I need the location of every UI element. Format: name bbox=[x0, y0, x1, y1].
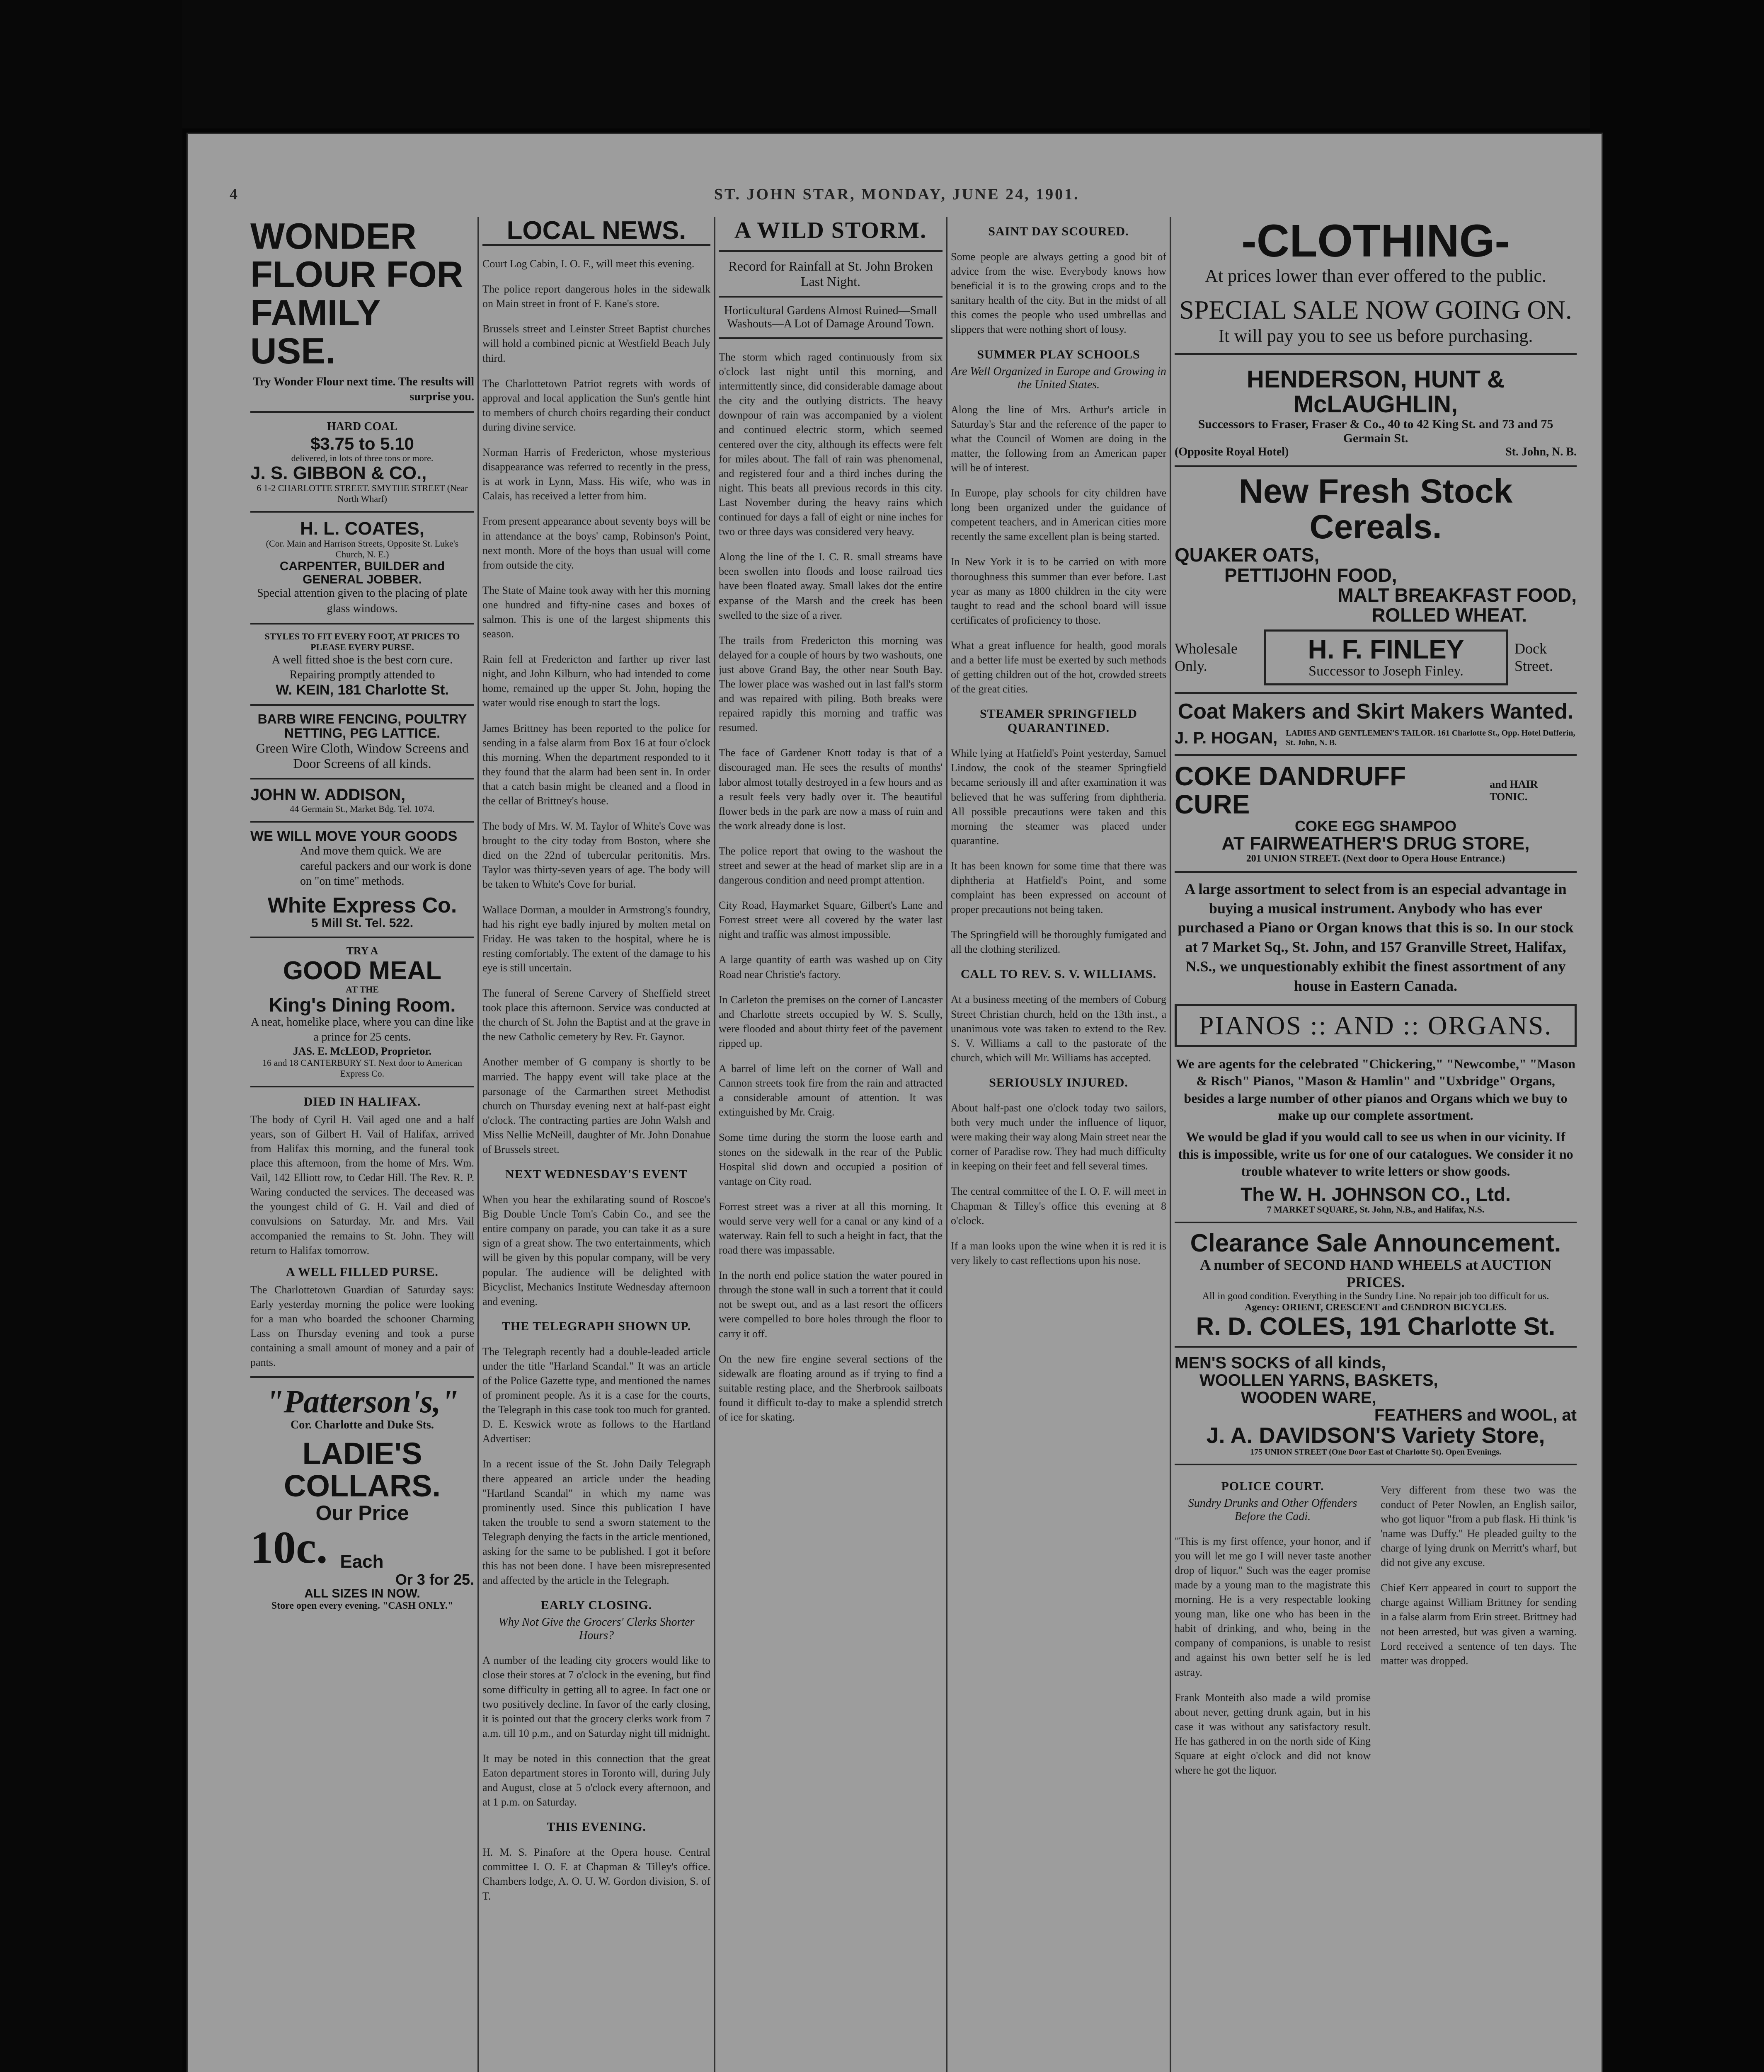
hogan-row bbox=[1175, 729, 1577, 748]
clearance-condition: All in good condition. Everything in the Sundry Line. No repair job too difficult for us. bbox=[1202, 1291, 1549, 1302]
newspaper-page bbox=[187, 133, 1603, 2072]
special-sale-title: SPECIAL SALE NOW GOING ON. bbox=[1179, 295, 1572, 324]
mcleod-address: 16 and 18 CANTERBURY ST. Next door to American Express Co. bbox=[262, 1057, 463, 1079]
masthead-title: ST. JOHN STAR, MONDAY, JUNE 24, 1901. bbox=[714, 186, 1080, 203]
clothing-subtitle: At prices lower than ever offered to the public. bbox=[1205, 265, 1546, 286]
storm-paragraph: City Road, Haymarket Square, Gilbert's Lane and Forrest street were all covered by the water last night and traffic was almost impossible. bbox=[719, 899, 943, 941]
column-wild-storm bbox=[719, 217, 943, 2072]
piano-intro: A large assortment to select from is an especial advantage in buying a musical instrument. Anybody who has ever purchased a Piano or Organ knows that this is so. In our stock at 7 Market Sq., St. John, and 157 Granville Street, Halifax, N.S., we unquestionably exhibit the finest assortment of any house in Eastern Canada. bbox=[1178, 880, 1574, 994]
police-court-text: Frank Monteith also made a wild promise about never, getting drunk again, but in his case it was without any satisfactory result. He has gathered in on the north side of King Square at eight o'clock and did not know where he got the liquor. bbox=[1175, 1691, 1371, 1777]
cereals-title: New Fresh Stock Cereals. bbox=[1238, 472, 1513, 546]
try-label: TRY A bbox=[346, 944, 378, 957]
police-court-left bbox=[1175, 1472, 1371, 1789]
news-item: Court Log Cabin, I. O. F., will meet this evening. bbox=[482, 258, 695, 270]
clearance-title: Clearance Sale Announcement. bbox=[1190, 1229, 1561, 1257]
gibbon-name: J. S. GIBBON & CO., bbox=[250, 462, 427, 483]
johnson-address: 7 MARKET SQUARE, St. John, N.B., and Halifax, N.S. bbox=[1267, 1204, 1485, 1215]
coates-address: (Cor. Main and Harrison Streets, Opposite St. Luke's Church, N. E.) bbox=[266, 538, 459, 560]
storm-headline: A WILD STORM. bbox=[734, 218, 927, 243]
police-court-columns bbox=[1175, 1472, 1577, 1789]
henderson-opposite: (Opposite Royal Hotel) bbox=[1175, 445, 1289, 459]
cereal-item: PETTIJOHN FOOD, bbox=[1224, 564, 1397, 586]
piano-invite-text: We would be glad if you would call to see us when in our vicinity. If this is impossible, write us for one of our catalogues. We consider it no trouble whatever to write letters or show goods. bbox=[1178, 1129, 1573, 1179]
hogan-name: J. P. HOGAN, bbox=[1175, 729, 1278, 748]
divider bbox=[1175, 871, 1577, 873]
column-rule bbox=[477, 217, 479, 2072]
move-text: And move them quick. We are careful packers and our work is done on "on time" methods. bbox=[300, 845, 472, 888]
our-price-label: Our Price bbox=[315, 1501, 409, 1525]
divider bbox=[250, 1376, 474, 1378]
divider bbox=[250, 1086, 474, 1087]
news-item: Norman Harris of Fredericton, whose mysterious disappearance was referred to recently in the press, is at work in Lynn, Mass. His wife, who was in Calais, has received a letter from him. bbox=[482, 446, 710, 502]
divider bbox=[250, 821, 474, 823]
piano-agents-text: We are agents for the celebrated "Chickering," "Newcombe," "Mason & Risch" Pianos, "Mason & Hamlin" and "Uxbridge" Organs, besides a large number of other pianos and Organs which we buy to make up our complete assortment. bbox=[1176, 1056, 1575, 1123]
storm-paragraph: In Carleton the premises on the corner of Lancaster and Charlotte streets occupied by W. S. Scully, were flooded and about thirty feet of the pavement ripped up. bbox=[719, 993, 943, 1049]
police-court-text: Chief Kerr appeared in court to support the charge against William Brittney for sending in a false alarm from Erin street. Brittney had not been arrested, but was given a warning. Lord received a sentence of ten days. The matter was dropped. bbox=[1381, 1582, 1577, 1667]
coles-name: R. D. COLES, 191 Charlotte St. bbox=[1196, 1312, 1556, 1341]
storm-paragraph: Forrest street was a river at all this morning. It would serve very well for a canal or any kind of a waterway. Rain fell to such a height in fact, that the road there was impassable. bbox=[719, 1200, 943, 1256]
news-item: Some people are always getting a good bit of advice from the wise. Everybody knows how beneficial it is to the growing crops and to the sanitary health of the city. But in the midst of all this comes the people who used umbrellas and slippers that were nothing short of lousy. bbox=[951, 251, 1166, 336]
divider bbox=[250, 937, 474, 938]
addison-name: JOHN W. ADDISON, bbox=[250, 785, 406, 804]
storm-subhead: Horticultural Gardens Almost Ruined—Small Washouts—A Lot of Damage Around Town. bbox=[724, 304, 938, 330]
storm-paragraph: The face of Gardener Knott today is that of a discouraged man. He sees the results of months' labor almost totally destroyed in a few hours and as a result feels very badly over it. The beautiful flower beds in the park are now a mass of ruin and the work already done is lost. bbox=[719, 747, 943, 832]
coates-name: H. L. COATES, bbox=[300, 518, 424, 539]
news-item: If a man looks upon the wine when it is red it is very likely to cast reflections upon his nose. bbox=[951, 1239, 1166, 1266]
coal-price-note: delivered, in lots of three tons or more. bbox=[291, 453, 434, 463]
henderson-city: St. John, N. B. bbox=[1505, 445, 1577, 459]
clearance-subtitle: A number of SECOND HAND WHEELS at AUCTION PRICES. bbox=[1200, 1256, 1551, 1291]
ladies-collars-title: LADIE'S COLLARS. bbox=[284, 1436, 441, 1503]
news-item: Along the line of Mrs. Arthur's article in Saturday's Star and the reference of the paper to what the Council of Women are doing in the matter, the following from an American paper will be of interest. bbox=[951, 403, 1166, 474]
news-item: The Charlottetown Patriot regrets with words of approval and local application the Sun's gentle hint to members of church choirs regarding their conduct during divine service. bbox=[482, 377, 710, 433]
news-item: The body of Mrs. W. M. Taylor of White's Cove was brought to the city today from Boston, where she died on the 22nd of tubercular peritonitis. Mrs. Taylor was thirty-seven years of age. The body will be taken to White's Cove for burial. bbox=[482, 820, 710, 891]
film-border-right bbox=[1590, 0, 1764, 2072]
police-court-heading: POLICE COURT. bbox=[1221, 1479, 1324, 1493]
coke-row bbox=[1175, 762, 1577, 818]
storm-paragraph: Along the line of the I. C. R. small streams have been swollen into floods and loose railroad ties have been floated away. Small lakes dot the entire expanse of the Marsh and the creek has been swelled to the size of a river. bbox=[719, 551, 943, 621]
column-misc-news bbox=[951, 217, 1166, 2072]
divider bbox=[1175, 353, 1577, 355]
divider bbox=[250, 778, 474, 779]
addison-address: 44 Germain St., Market Bdg. Tel. 1074. bbox=[290, 803, 435, 814]
news-item: A number of the leading city grocers would like to close their stores at 7 o'clock in the evening, but find some difficulty in getting all to agree. In fact one or two positively decline. In favor of the early closing, it is pointed out that the grocery clerks work from 7 a.m. till 10 p.m., and on Saturday night till midnight. bbox=[482, 1654, 710, 1739]
column-local-news bbox=[482, 217, 710, 2072]
divider bbox=[1175, 1346, 1577, 1348]
clearance-agency: Agency: ORIENT, CRESCENT and CENDRON BICYCLES. bbox=[1245, 1302, 1507, 1313]
storm-paragraph: The storm which raged continuously from six o'clock last night until this morning, and intermittently since, did considerable damage about the city and the outlying districts. The heavy downpour of rain was accompanied by a violent and continued electric storm, which seemed centered over the city, although its effects were felt for miles about. The fall of rain was phenomenal, and registered four and a third inches during the night. This beats all previous records in this city. Last November during the heavy rains which continued for days a fall of eight or nine inches for two or three days was considered very heavy. bbox=[719, 351, 943, 538]
news-item: Wallace Dorman, a moulder in Armstrong's foundry, had his right eye badly injured by molten metal on Friday. He was taken to the hospital, where he is resting comfortably. The extent of the damage to his eye is still uncertain. bbox=[482, 903, 710, 974]
purse-heading: A WELL FILLED PURSE. bbox=[286, 1265, 439, 1279]
news-item: In Europe, play schools for city children have long been organized under the guidance of competent teachers, and in American cities more recently the same excellent plan is being started. bbox=[951, 487, 1166, 543]
storm-paragraph: On the new fire engine several sections of the sidewalk are floating around as if trying to find a suitable resting place, and the Sherbrook sailboats found it difficult to-day to make a splendid stretch of ice for skating. bbox=[719, 1353, 943, 1423]
kein-heading: STYLES TO FIT EVERY FOOT, AT PRICES TO PLEASE EVERY PURSE. bbox=[264, 631, 460, 652]
storm-paragraph: The trails from Fredericton this morning was delayed for a couple of hours by two washouts, one just above Grand Bay, the other near South Bay. The lower place was washed out in last fall's storm and was repaired with piling. Both breaks were repaired rapidly this morning and traffic was resumed. bbox=[719, 634, 943, 734]
early-closing-heading: EARLY CLOSING. bbox=[540, 1598, 652, 1612]
cereal-item: MALT BREAKFAST FOOD, bbox=[1338, 584, 1577, 606]
pattersons-address: Cor. Charlotte and Duke Sts. bbox=[291, 1418, 434, 1432]
news-item: The police report dangerous holes in the sidewalk on Main street in front of F. Kane's store. bbox=[482, 283, 710, 310]
column-ads-right bbox=[1175, 217, 1577, 2072]
wonder-flour-text: Try Wonder Flour next time. The results will surprise you. bbox=[253, 375, 474, 403]
kein-name: W. KEIN, 181 Charlotte St. bbox=[276, 682, 449, 698]
coke-shampoo: COKE EGG SHAMPOO bbox=[1294, 817, 1457, 835]
fairweather-name: AT FAIRWEATHER'S DRUG STORE, bbox=[1221, 833, 1530, 854]
film-border-left bbox=[0, 0, 182, 2072]
storm-paragraph: A barrel of lime left on the corner of Wall and Cannon streets took fire from the rain and attracted a considerable amount of attention. It was extinguished by Mr. Craig. bbox=[719, 1063, 943, 1118]
each-label: Each bbox=[340, 1552, 384, 1572]
woodenware-line: WOODEN WARE, bbox=[1241, 1389, 1376, 1407]
wonder-flour-title: WONDER FLOUR FOR FAMILY USE. bbox=[250, 217, 463, 372]
news-item: It has been known for some time that there was diphtheria at Hatfield's Point, and some complaint has been expressed on account of proper precautions not being taken. bbox=[951, 859, 1166, 916]
quarantine-heading: STEAMER SPRINGFIELD QUARANTINED. bbox=[980, 707, 1137, 735]
cash-only-label: Store open every evening. "CASH ONLY." bbox=[271, 1600, 453, 1611]
coat-makers-title: Coat Makers and Skirt Makers Wanted. bbox=[1178, 699, 1574, 724]
storm-paragraph: Some time during the storm the loose earth and stones on the sidewalk in the rear of the Public Hospital slid down and occupied a position of vantage on City road. bbox=[719, 1131, 943, 1187]
special-sale-subtitle: It will pay you to see us before purchasing. bbox=[1218, 325, 1533, 346]
coke-title: COKE DANDRUFF CURE bbox=[1175, 761, 1406, 819]
masthead bbox=[188, 180, 1602, 209]
yarns-line: WOOLLEN YARNS, BASKETS, bbox=[1199, 1371, 1438, 1390]
hogan-details: LADIES AND GENTLEMEN'S TAILOR. 161 Charlotte St., Opp. Hotel Dufferin, St. John, N. B. bbox=[1286, 729, 1575, 748]
news-item: The Springfield will be thoroughly fumigated and all the clothing sterilized. bbox=[951, 929, 1166, 956]
finley-row bbox=[1175, 629, 1577, 685]
johnson-name: The W. H. JOHNSON CO., Ltd. bbox=[1241, 1183, 1511, 1205]
henderson-subtitle: Successors to Fraser, Fraser & Co., 40 to 42 King St. and 73 and 75 Germain St. bbox=[1198, 417, 1553, 445]
green-wire-text: Green Wire Cloth, Window Screens and Door Screens of all kinds. bbox=[256, 740, 469, 771]
henderson-footer bbox=[1175, 445, 1577, 459]
divider bbox=[719, 337, 943, 339]
finley-successor: Successor to Joseph Finley. bbox=[1308, 663, 1464, 679]
news-item: It may be noted in this connection that the great Eaton department stores in Toronto will, during July and August, close at 5 o'clock every afternoon, and at 1 p.m. on Saturday. bbox=[482, 1752, 710, 1808]
fairweather-address: 201 UNION STREET. (Next door to Opera House Entrance.) bbox=[1246, 853, 1505, 864]
section-heading: SAINT DAY SCOURED. bbox=[988, 225, 1129, 238]
davidson-address: 175 UNION STREET (One Door East of Charlotte St). Open Evenings. bbox=[1250, 1447, 1501, 1457]
news-item: The Telegraph recently had a double-leaded article under the title "Harland Scandal." It was an article of the Police Gazette type, and mentioned the names of prominent people. As it is a case for the courts, the Telegraph in this case took too much for granted. D. E. Keswick wrote as follows to the Hartland Advertiser: bbox=[482, 1345, 710, 1445]
barb-wire-heading: BARB WIRE FENCING, POULTRY NETTING, PEG LATTICE. bbox=[257, 712, 467, 741]
divider bbox=[719, 250, 943, 252]
white-express-name: White Express Co. bbox=[267, 893, 457, 917]
news-item: While lying at Hatfield's Point yesterday, Samuel Lindow, the cook of the steamer Springfield became seriously ill and after examination it was believed that he was suffering from diphtheria. All possible precautions were taken and this morning the steamer was placed under quarantine. bbox=[951, 747, 1166, 847]
dock-street-label: Dock Street. bbox=[1514, 640, 1553, 675]
news-item: When you hear the exhilarating sound of Roscoe's Big Double Uncle Tom's Cabin Co., and see the entire company on parade, you can take it as a sure sign of a great show. The two entertainments, which will be given by this popular company, will be very popular. The audience will be delighted with Bicyclist, Mechanics Institute Wednesday afternoon and evening. bbox=[482, 1193, 710, 1307]
gibbon-address: 6 1-2 CHARLOTTE STREET. SMYTHE STREET (Near North Wharf) bbox=[257, 483, 468, 504]
dining-room-text: A neat, homelike place, where you can dine like a prince for 25 cents. bbox=[250, 1015, 474, 1044]
play-schools-subheading: Are Well Organized in Europe and Growing in the United States. bbox=[951, 365, 1166, 391]
divider bbox=[250, 511, 474, 513]
event-heading: NEXT WEDNESDAY'S EVENT bbox=[505, 1167, 688, 1181]
divider bbox=[250, 411, 474, 413]
finley-name: H. F. FINLEY bbox=[1308, 634, 1464, 664]
price-row bbox=[250, 1524, 474, 1572]
mcleod-name: JAS. E. McLEOD, Proprietor. bbox=[293, 1045, 432, 1057]
died-in-halifax-heading: DIED IN HALIFAX. bbox=[303, 1094, 421, 1109]
news-item: James Brittney has been reported to the police for sending in a false alarm from Box 16 at four o'clock this morning. When the department responded to it they found that the alarm had been sent in. In order that a catch basin might be cleaned and a flood in the cellar of Brittney's house. bbox=[482, 722, 710, 807]
news-item: Rain fell at Fredericton and farther up river last night, and John Kilburn, who had intended to come home, remained up the upper St. John, hoping the water would rise enough to start the logs. bbox=[482, 653, 710, 709]
call-heading: CALL TO REV. S. V. WILLIAMS. bbox=[960, 967, 1157, 981]
cereal-item: ROLLED WHEAT. bbox=[1371, 604, 1527, 626]
finley-box bbox=[1264, 629, 1508, 685]
coates-note: Special attention given to the placing of plate glass windows. bbox=[257, 587, 468, 615]
price-value: 10c. bbox=[250, 1522, 328, 1573]
news-item: From present appearance about seventy boys will be in attendance at the boys' camp, Robinson's Point, next month. More of the boys than usual will come from outside the city. bbox=[482, 515, 710, 571]
telegraph-heading: THE TELEGRAPH SHOWN UP. bbox=[502, 1319, 691, 1333]
clothing-title: -CLOTHING- bbox=[1241, 217, 1510, 266]
page-number: 4 bbox=[230, 186, 239, 203]
news-item: In a recent issue of the St. John Daily Telegraph there appeared an article under the heading "Hartland Scandal" in which my name was prominently used. Since this publication I have taken the trouble to send a sworn statement to the Telegraph denying the facts in the article mentioned, asking for the same to be published. I got it before this has not been done. I have been misrepresented and affected by the article in the Telegraph. bbox=[482, 1458, 710, 1587]
dining-room-name: King's Dining Room. bbox=[269, 994, 456, 1016]
divider bbox=[1175, 1222, 1577, 1223]
coke-tonic: and HAIR TONIC. bbox=[1490, 778, 1538, 803]
news-item: What a great influence for health, good morals and a better life must be exerted by such methods of getting children out of the hot, crowded streets of the great cities. bbox=[951, 639, 1166, 695]
column-rule bbox=[1170, 217, 1171, 2072]
news-item: The central committee of the I. O. F. will meet in Chapman & Tilley's office this evening at 8 o'clock. bbox=[951, 1185, 1166, 1227]
divider bbox=[250, 704, 474, 706]
news-item: The funeral of Serene Carvery of Sheffield street took place this afternoon. Service was conducted at the church of St. John the Baptist and at the grave in the new Catholic cemetery by Rev. Fr. Gaynor. bbox=[482, 987, 710, 1043]
column-rule bbox=[714, 217, 715, 2072]
divider bbox=[1175, 692, 1577, 694]
news-item: In New York it is to be carried on with more thoroughness this summer than ever before. Last year as many as 1800 children in the city were taught to read and the school board will issue certificates of proficiency to those. bbox=[951, 556, 1166, 626]
news-item: Brussels street and Leinster Street Baptist churches will hold a combined picnic at Westfield Beach July third. bbox=[482, 323, 710, 364]
police-court-text: Very different from these two was the conduct of Peter Nowlen, an English sailor, who got liquor "from a pub flask. Hi think 'is 'name was Duffy." He pleaded guilty to the charge of lying drunk on Merritt's wharf, but did not give any excuse. bbox=[1381, 1484, 1577, 1569]
news-item: About half-past one o'clock today two sailors, both very much under the influence of liquor, were making their way along Main street near the corner of Paradise row. They had much difficulty in keeping on their feet and fell several times. bbox=[951, 1101, 1166, 1172]
coal-price: $3.75 to 5.10 bbox=[310, 433, 414, 453]
all-sizes-label: ALL SIZES IN NOW. bbox=[304, 1587, 420, 1601]
police-court-text: "This is my first offence, your honor, and if you will let me go I will never taste another drop of liquor." Such was the eager promise made by a young man to the magistrate this morning. He is a very respectable looking young man, like one who has been in the habit of drinking, and who, being in the company of companions, is unable to resist and against his own better self he is led astray. bbox=[1175, 1535, 1371, 1678]
police-court-right bbox=[1381, 1472, 1577, 1789]
white-express-address: 5 Mill St. Tel. 522. bbox=[311, 916, 414, 930]
masthead-spacer bbox=[1555, 185, 1560, 203]
move-heading: WE WILL MOVE YOUR GOODS bbox=[250, 828, 458, 844]
this-evening-heading: THIS EVENING. bbox=[547, 1820, 646, 1834]
storm-paragraph: In the north end police station the water poured in through the stone wall in such a torrent that it could not be swept out, and as a last resort the officers were compelled to bore holes through the floor to carry it off. bbox=[719, 1269, 943, 1340]
pianos-organs-title: PIANOS :: AND :: ORGANS. bbox=[1175, 1004, 1577, 1047]
pattersons-title: "Patterson's," bbox=[266, 1383, 459, 1420]
kein-text: A well fitted shoe is the best corn cure. Repairing promptly attended to bbox=[271, 653, 453, 682]
column-rule bbox=[946, 217, 947, 2072]
column-ads-left bbox=[250, 217, 474, 2072]
divider bbox=[250, 623, 474, 625]
divider bbox=[1175, 465, 1577, 467]
wholesale-label: Wholesale Only. bbox=[1175, 640, 1238, 675]
divider bbox=[1175, 1464, 1577, 1465]
news-item: The State of Maine took away with her this morning one hundred and fifty-nine cases and boxes of salmon. This is one of the largest shipments this season. bbox=[482, 584, 710, 640]
play-schools-heading: SUMMER PLAY SCHOOLS bbox=[977, 347, 1140, 361]
davidson-name: J. A. DAVIDSON'S Variety Store, bbox=[1206, 1423, 1545, 1448]
divider bbox=[719, 296, 943, 298]
purse-text: The Charlottetown Guardian of Saturday says: Early yesterday morning the police were looking for a man who boarded the schooner Charming Lass on Thursday evening and took a purse containing a small amount of money and a pair of pants. bbox=[250, 1283, 474, 1369]
news-item: H. M. S. Pinafore at the Opera house. Central committee I. O. F. at Chapman & Tilley's office. Chambers lodge, A. O. U. W. Gordon division, S. of T. bbox=[482, 1846, 710, 1902]
three-for-label: Or 3 for 25. bbox=[395, 1571, 474, 1588]
storm-paragraph: A large quantity of earth was washed up on City Road near Christie's factory. bbox=[719, 954, 943, 980]
feathers-line: FEATHERS and WOOL, at bbox=[1374, 1406, 1577, 1425]
news-item: Another member of G company is shortly to be married. The happy event will take place at the parsonage of the Carmarthen street Methodist church on Thursday evening next at half-past eight o'clock. The contracting parties are John Walsh and Miss Nellie McNeill, daughter of Mr. John Donahue of Brussels street. bbox=[482, 1056, 710, 1155]
storm-paragraph: The police report that owing to the washout the street and sewer at the head of market slip are in a dangerous condition and need prompt attention. bbox=[719, 845, 943, 886]
police-court-subheading: Sundry Drunks and Other Offenders Before the Cadi. bbox=[1188, 1496, 1357, 1523]
storm-subhead: Record for Rainfall at St. John Broken Last Night. bbox=[728, 259, 933, 289]
good-meal-title: GOOD MEAL bbox=[283, 956, 442, 985]
died-in-halifax-text: The body of Cyril H. Vail aged one and a half years, son of Gilbert H. Vail of Halifax, arrived from Halifax this morning, and the funeral took place this afternoon, from the home of Mrs. Wm. Vail, 142 Elliott row, to Cedar Hill. The Rev. R. P. Waring conducted the services. The deceased was the youngest child of G. H. Vail and died of convulsions on Saturday. Mr. and Mrs. Vail accompanied the remains to St. John. They will return to Halifax tomorrow. bbox=[250, 1113, 474, 1256]
local-news-heading: LOCAL NEWS. bbox=[482, 217, 710, 246]
henderson-name: HENDERSON, HUNT & McLAUGHLIN, bbox=[1247, 366, 1505, 418]
coates-trade: CARPENTER, BUILDER and GENERAL JOBBER. bbox=[279, 559, 445, 586]
at-the-label: AT THE bbox=[345, 984, 379, 995]
film-border-top bbox=[0, 0, 1764, 128]
early-closing-subheading: Why Not Give the Grocers' Clerks Shorter Hours? bbox=[498, 1616, 695, 1642]
cereal-item: QUAKER OATS, bbox=[1175, 544, 1320, 566]
news-item: At a business meeting of the members of Coburg Street Christian church, held on the 13th inst., a unanimous vote was taken to extend to the Rev. S. V. Williams a call to the pastorate of the church, which will Mr. Williams has accepted. bbox=[951, 993, 1166, 1064]
injured-heading: SERIOUSLY INJURED. bbox=[989, 1075, 1128, 1089]
socks-line: MEN'S SOCKS of all kinds, bbox=[1175, 1354, 1386, 1372]
divider bbox=[1175, 754, 1577, 756]
hard-coal-label: HARD COAL bbox=[327, 420, 398, 433]
